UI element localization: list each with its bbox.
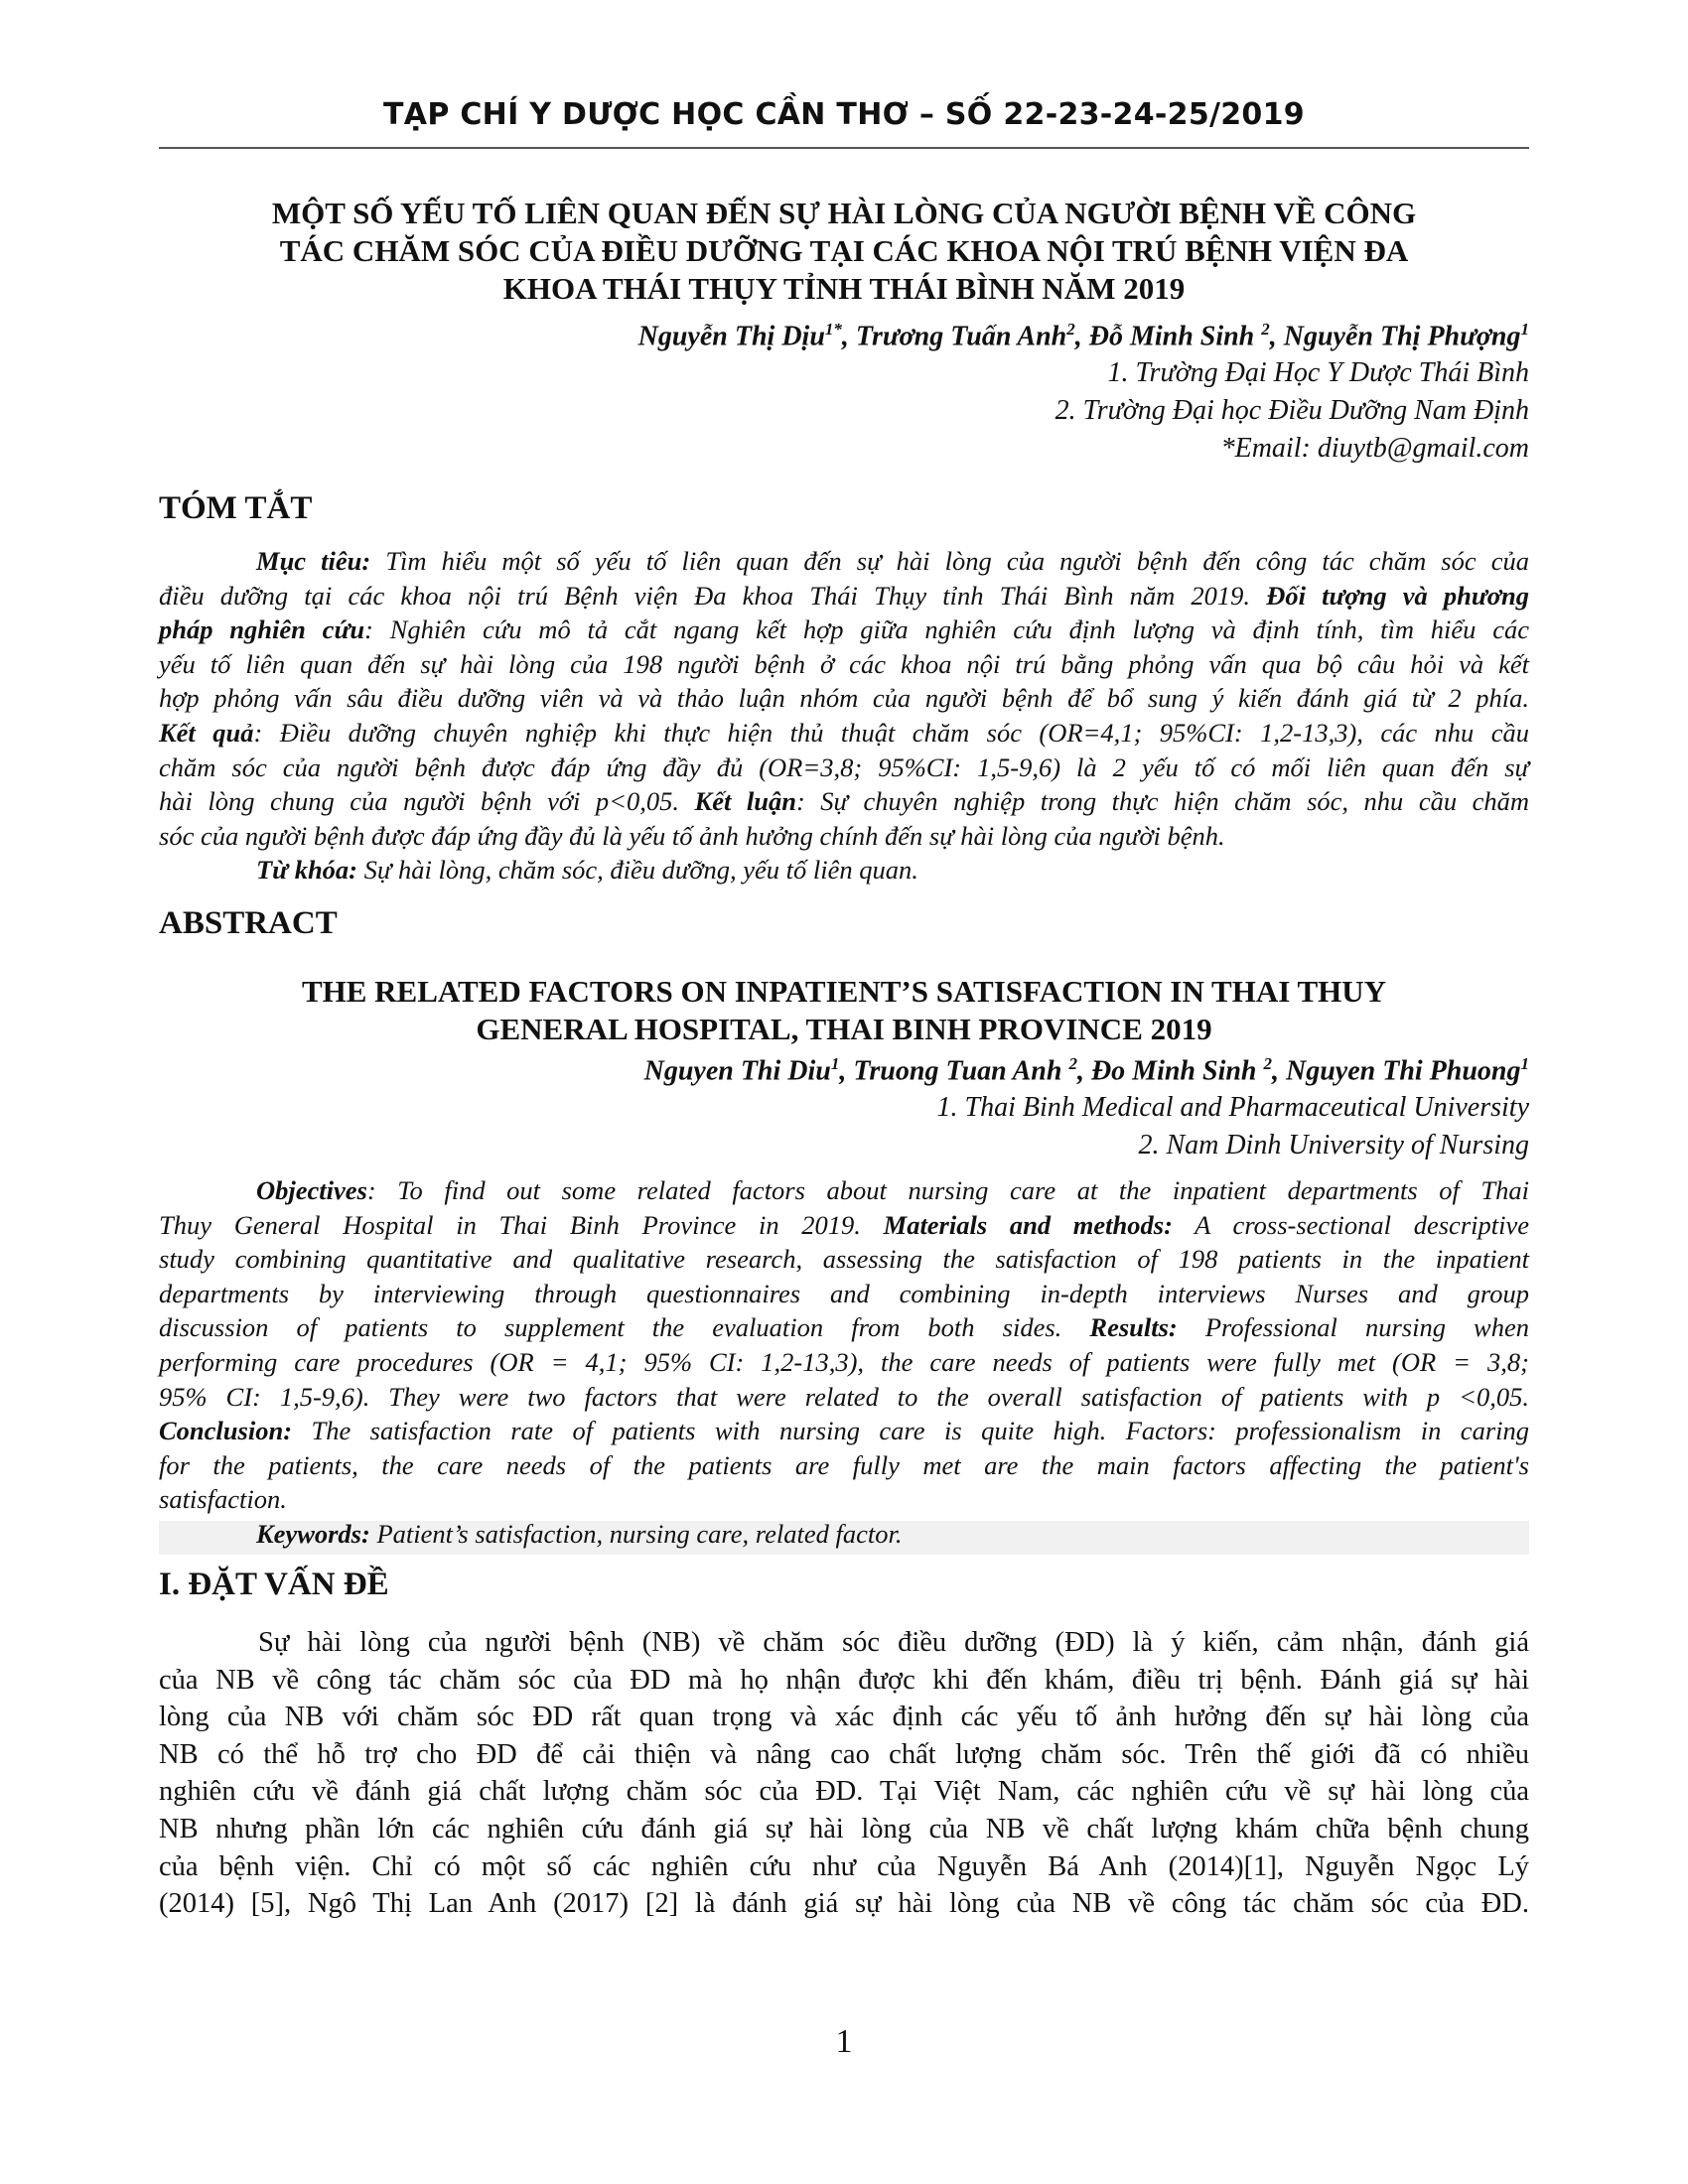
body-line: của NB về công tác chăm sóc của ĐD mà họ nhận được khi đến khám, điều trị bệnh. Đánh giá sự hài	[159, 1664, 1529, 1696]
abstract-line: study combining quantitative and qualitative research, assessing the satisfaction of 198 patients in the inpatient	[159, 1244, 1529, 1275]
author-affil-mark: 1*	[824, 320, 842, 339]
affiliation-email: *Email: diuytb@gmail.com	[1220, 433, 1529, 464]
summary-line: hài lòng chung của người bệnh với p<0,05.	[159, 786, 695, 817]
affiliation-vn: 1. Trường Đại Học Y Dược Thái Bình	[1107, 357, 1529, 388]
summary-line: hợp phỏng vấn sâu điều dưỡng viên và và thảo luận nhóm của người bệnh để bổ sung ý kiến đánh giá từ 2 phía.	[159, 683, 1529, 714]
author-name: Nguyen Thi Diu	[643, 1055, 831, 1087]
author-affil-mark: 2	[1261, 320, 1270, 339]
summary-line: : Nghiên cứu mô tả cắt ngang kết hợp giữa nghiên cứu định lượng và định tính, tìm hiểu các	[364, 614, 1529, 645]
title-en-line: THE RELATED FACTORS ON INPATIENT’S SATISFACTION IN THAI THUY	[301, 974, 1387, 1009]
author-affil-mark: 1	[1520, 1054, 1529, 1073]
author-affil-mark: 1	[830, 1054, 840, 1073]
affiliation-en: 2. Nam Dinh University of Nursing	[1138, 1130, 1529, 1160]
author-affil-mark: 2	[1263, 1054, 1272, 1073]
affiliation-en: 1. Thai Binh Medical and Pharmaceutical University	[936, 1092, 1529, 1123]
methods-label: pháp nghiên cứu	[159, 614, 365, 645]
abstract-line: : To find out some related factors about nursing care at the inpatient departments of Thai	[366, 1175, 1529, 1205]
body-line: nghiên cứu về đánh giá chất lượng chăm sóc của ĐD. Tại Việt Nam, các nghiên cứu về sự hài lòng của	[159, 1776, 1529, 1808]
results-label: Kết quả	[159, 717, 254, 748]
summary-line: yếu tố liên quan đến sự hài lòng của 198 người bệnh ở các khoa nội trú bằng phỏng vấn qua bộ câu hỏi và kết	[159, 648, 1529, 679]
abstract-line: A cross-sectional descriptive	[1172, 1209, 1529, 1240]
author-name: , Nguyễn Thị Phượng	[1269, 321, 1521, 352]
keywords-text: Sự hài lòng, chăm sóc, điều dưỡng, yếu tố liên quan.	[357, 855, 918, 886]
title-vn-line: MỘT SỐ YẾU TỐ LIÊN QUAN ĐẾN SỰ HÀI LÒNG CỦA NGƯỜI BỆNH VỀ CÔNG	[271, 196, 1417, 230]
conclusion-label: Kết luận	[694, 786, 796, 817]
author-name: , Trương Tuấn Anh	[841, 321, 1067, 352]
summary-line: sóc của người bệnh được đáp ứng đầy đủ là yếu tố ảnh hưởng chính đến sự hài lòng của người bệnh.	[159, 820, 1225, 851]
abstract-line: departments by interviewing through questionnaires and combining in-depth interviews Nurses and group	[159, 1278, 1529, 1308]
title-english	[159, 973, 1529, 1048]
body-line: NB có thể hỗ trợ cho ĐD để cải thiện và nâng cao chất lượng chăm sóc. Trên thế giới đã có nhiều	[159, 1738, 1529, 1770]
abstract-line: satisfaction.	[159, 1484, 287, 1515]
summary-line: điều dưỡng tại các khoa nội trú Bệnh viện Đa khoa Thái Thụy tỉnh Thái Bình năm 2019.	[159, 580, 1267, 611]
keywords-label: Keywords:	[256, 1518, 370, 1549]
methods-label: Đối tượng và phương	[1266, 580, 1529, 611]
summary-line: Tìm hiểu một số yếu tố liên quan đến sự hài lòng của người bệnh đến công tác chăm sóc của	[370, 546, 1529, 576]
title-vn-line: TÁC CHĂM SÓC CỦA ĐIỀU DƯỠNG TẠI CÁC KHOA NỘI TRÚ BỆNH VIỆN ĐA	[279, 233, 1409, 268]
author-name: , Nguyen Thi Phuong	[1272, 1055, 1521, 1087]
abstract-line: Professional nursing when	[1177, 1312, 1529, 1343]
results-label: Results:	[1089, 1312, 1178, 1343]
materials-label: Materials and methods:	[883, 1209, 1173, 1240]
section-1-heading: I. ĐẶT VẤN ĐỀ	[159, 1567, 389, 1602]
abstract-line: for the patients, the care needs of the patients are fully met are the main factors affecting the patient's	[159, 1449, 1529, 1480]
objectives-label: Objectives	[256, 1175, 367, 1205]
abstract-heading: ABSTRACT	[159, 905, 338, 941]
abstract-text	[159, 1173, 1529, 1552]
conclusion-label: Conclusion:	[159, 1416, 293, 1446]
title-vietnamese	[159, 195, 1529, 308]
objective-label: Mục tiêu:	[256, 546, 371, 576]
body-line: lòng của NB với chăm sóc ĐD rất quan trọng và xác định các yếu tố ảnh hưởng đến sự hài lòng của	[159, 1702, 1529, 1733]
authors-vietnamese	[638, 320, 1529, 352]
summary-heading: TÓM TẮT	[159, 490, 313, 526]
abstract-line: discussion of patients to supplement the evaluation from both sides.	[159, 1312, 1090, 1343]
keywords-label: Từ khóa:	[256, 855, 358, 886]
author-affil-mark: 2	[1066, 320, 1075, 339]
title-vn-line: KHOA THÁI THỤY TỈNH THÁI BÌNH NĂM 2019	[502, 271, 1186, 306]
abstract-line: performing care procedures (OR = 4,1; 95% CI: 1,2-13,3), the care needs of patients were fully met (OR = 3,8;	[159, 1346, 1529, 1377]
journal-header: TẠP CHÍ Y DƯỢC HỌC CẦN THƠ – SỐ 22-23-24-25/2019	[383, 97, 1305, 132]
header-rule	[159, 147, 1529, 149]
summary-line: chăm sóc của người bệnh được đáp ứng đầy đủ (OR=3,8; 95%CI: 1,5-9,6) là 2 yếu tố có mối liên quan đến sự	[159, 751, 1529, 782]
summary-text	[159, 544, 1529, 887]
body-line: NB nhưng phần lớn các nghiên cứu đánh giá sự hài lòng của NB về chất lượng khám chữa bệnh chung	[159, 1813, 1529, 1844]
author-name: , Đỗ Minh Sinh	[1074, 321, 1262, 352]
affiliation-vn: 2. Trường Đại học Điều Dưỡng Nam Định	[1055, 395, 1529, 426]
body-line: Sự hài lòng của người bệnh (NB) về chăm sóc điều dưỡng (ĐD) là ý kiến, cảm nhận, đánh giá	[258, 1627, 1529, 1658]
authors-english	[644, 1054, 1529, 1087]
title-en-line: GENERAL HOSPITAL, THAI BINH PROVINCE 2019	[476, 1012, 1212, 1046]
author-name: , Đo Minh Sinh	[1076, 1055, 1264, 1087]
page-number: 1	[835, 2023, 853, 2060]
abstract-line: The satisfaction rate of patients with nursing care is quite high. Factors: professionalism in caring	[292, 1416, 1529, 1446]
summary-line: : Điều dưỡng chuyên nghiệp khi thực hiện thủ thuật chăm sóc (OR=4,1; 95%CI: 1,2-13,3), các nhu cầu	[253, 717, 1529, 748]
keywords-text: Patient’s satisfaction, nursing care, related factor.	[369, 1518, 903, 1549]
body-line: của bệnh viện. Chỉ có một số các nghiên cứu như của Nguyễn Bá Anh (2014)[1], Nguyễn Ngọc Lý	[159, 1850, 1529, 1882]
body-line: (2014) [5], Ngô Thị Lan Anh (2017) [2] là đánh giá sự hài lòng của NB về công tác chăm sóc của ĐD.	[159, 1888, 1529, 1920]
section-1-body	[159, 1624, 1529, 1923]
author-name: , Truong Tuan Anh	[839, 1055, 1069, 1087]
author-affil-mark: 2	[1068, 1054, 1077, 1073]
author-affil-mark: 1	[1520, 320, 1529, 339]
paper-page	[159, 0, 1529, 2184]
abstract-line: Thuy General Hospital in Thai Binh Province in 2019.	[159, 1209, 884, 1240]
author-name: Nguyễn Thị Dịu	[637, 321, 825, 352]
summary-line: : Sự chuyên nghiệp trong thực hiện chăm sóc, nhu cầu chăm	[795, 786, 1530, 817]
abstract-line: 95% CI: 1,5-9,6). They were two factors that were related to the overall satisfaction of patients with p <0,05.	[159, 1381, 1529, 1412]
